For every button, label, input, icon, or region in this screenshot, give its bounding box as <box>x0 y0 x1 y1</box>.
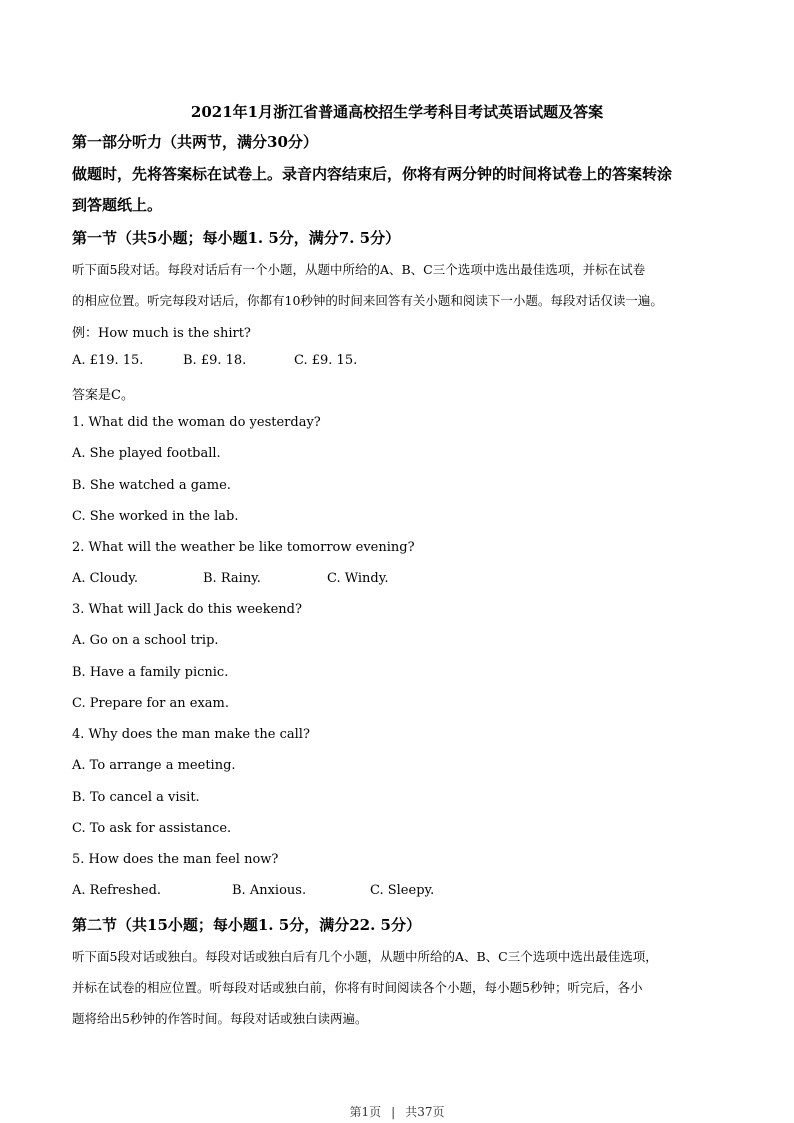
part1-instruction-line1: 做题时，先将答案标在试卷上。录音内容结束后，你将有两分钟的时间将试卷上的答案转涂 <box>72 165 673 183</box>
footer-separator: | <box>391 1105 396 1119</box>
section2-instruction-line3: 题将给出5秒钟的作答时间。每段对话或独白读两遍。 <box>72 1011 368 1026</box>
question-5-options <box>72 883 722 898</box>
page-footer <box>0 1103 794 1120</box>
section1-instruction-line2: 的相应位置。听完每段对话后，你都有10秒钟的时间来回答有关小题和阅读下一小题。每段对话仅读一遍。 <box>72 293 663 308</box>
section2-instruction-line2: 并标在试卷的相应位置。听每段对话或独白前，你将有时间阅读各个小题，每小题5秒钟；听完后，各小 <box>72 980 643 995</box>
question-5-option-b: B. Anxious. <box>232 883 307 898</box>
example-option-a: A. £19. 15. <box>72 353 144 368</box>
example-options <box>72 353 722 368</box>
question-1-option-a: A. She played football. <box>72 446 221 461</box>
question-4: 4. Why does the man make the call? <box>72 727 310 742</box>
question-4-option-c: C. To ask for assistance. <box>72 821 232 836</box>
question-3-option-a: A. Go on a school trip. <box>72 633 219 648</box>
question-3-option-c: C. Prepare for an exam. <box>72 696 229 711</box>
section2-instruction-line1: 听下面5段对话或独白。每段对话或独白后有几个小题，从题中所给的A、B、C三个选项中选出最佳选项， <box>72 949 658 964</box>
page-total: 共37页 <box>405 1105 445 1119</box>
question-1-option-c: C. She worked in the lab. <box>72 509 239 524</box>
question-3: 3. What will Jack do this weekend? <box>72 602 302 617</box>
question-2-options <box>72 571 722 586</box>
question-5: 5. How does the man feel now? <box>72 852 279 867</box>
question-1: 1. What did the woman do yesterday? <box>72 415 321 430</box>
part1-instruction-line2: 到答题纸上。 <box>72 196 163 214</box>
question-3-option-b: B. Have a family picnic. <box>72 665 229 680</box>
question-2-option-a: A. Cloudy. <box>72 571 139 586</box>
example-question: 例：How much is the shirt? <box>72 326 251 341</box>
question-2-option-c: C. Windy. <box>327 571 389 586</box>
section2-heading: 第二节（共15小题；每小题1. 5分，满分22. 5分） <box>72 916 421 934</box>
question-5-option-a: A. Refreshed. <box>72 883 162 898</box>
part1-heading: 第一部分听力（共两节，满分30分） <box>72 133 318 151</box>
section1-heading: 第一节（共5小题；每小题1. 5分，满分7. 5分） <box>72 229 401 247</box>
page-number: 第1页 <box>349 1105 382 1119</box>
example-option-c: C. £9. 15. <box>294 353 358 368</box>
question-1-option-b: B. She watched a game. <box>72 478 231 493</box>
section1-instruction-line1: 听下面5段对话。每段对话后有一个小题，从题中所给的A、B、C三个选项中选出最佳选项，并标在试卷 <box>72 262 646 277</box>
question-2: 2. What will the weather be like tomorrow evening? <box>72 540 415 555</box>
question-2-option-b: B. Rainy. <box>203 571 261 586</box>
question-5-option-c: C. Sleepy. <box>370 883 435 898</box>
document-title: 2021年1月浙江省普通高校招生学考科目考试英语试题及答案 <box>190 103 604 121</box>
question-4-option-b: B. To cancel a visit. <box>72 790 200 805</box>
example-answer: 答案是C。 <box>72 388 134 403</box>
question-4-option-a: A. To arrange a meeting. <box>72 758 236 773</box>
example-option-b: B. £9. 18. <box>183 353 247 368</box>
